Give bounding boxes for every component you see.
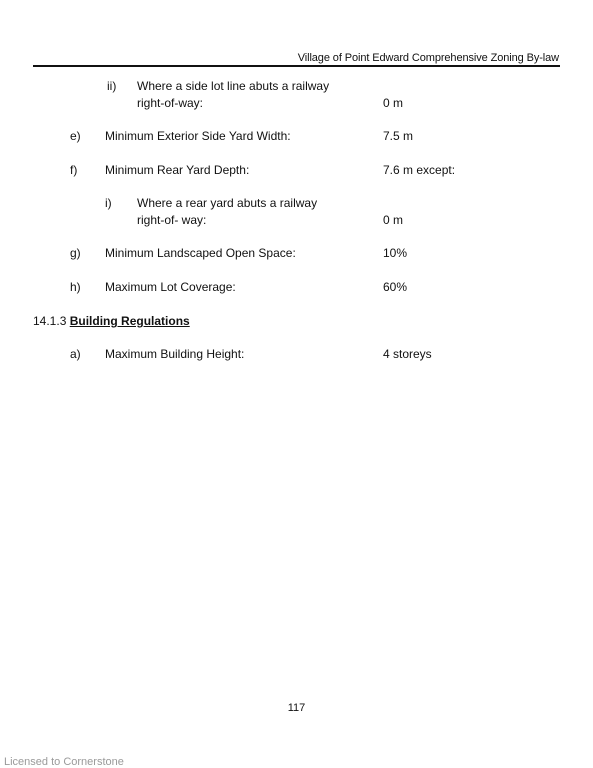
row-marker: ii): [107, 79, 117, 93]
row-label-line: Maximum Building Height:: [105, 347, 245, 361]
row-label-line: Minimum Landscaped Open Space:: [105, 246, 296, 260]
row-label-line: Minimum Exterior Side Yard Width:: [105, 129, 291, 143]
page-number: 117: [287, 702, 306, 714]
row-label-line: Maximum Lot Coverage:: [105, 280, 236, 294]
row-value: 0 m: [383, 96, 404, 110]
section-heading: [33, 314, 190, 328]
row-label-line: Where a rear yard abuts a railway: [137, 196, 318, 210]
row-value: 10%: [383, 246, 408, 260]
row-label-line: right-of-way:: [137, 96, 204, 110]
row-marker: h): [70, 280, 81, 294]
row-label-line: Where a side lot line abuts a railway: [137, 79, 330, 93]
document-header-title: Village of Point Edward Comprehensive Zoning By-law: [297, 52, 559, 64]
row-label-line: right-of- way:: [137, 213, 207, 227]
row-value: 7.6 m except:: [383, 163, 456, 177]
row-value: 7.5 m: [383, 129, 414, 143]
row-marker: e): [70, 129, 81, 143]
row-value: 4 storeys: [383, 347, 432, 361]
row-value: 60%: [383, 280, 408, 294]
section-number: 14.1.3: [33, 314, 67, 328]
header-rule: [33, 65, 560, 67]
row-marker: f): [70, 163, 78, 177]
section-title: Building Regulations: [69, 314, 190, 328]
row-marker: a): [70, 347, 81, 361]
license-watermark: Licensed to Cornerstone: [4, 756, 124, 768]
row-label-line: Minimum Rear Yard Depth:: [105, 163, 250, 177]
row-marker: g): [70, 246, 81, 260]
row-value: 0 m: [383, 213, 404, 227]
row-marker: i): [105, 196, 112, 210]
